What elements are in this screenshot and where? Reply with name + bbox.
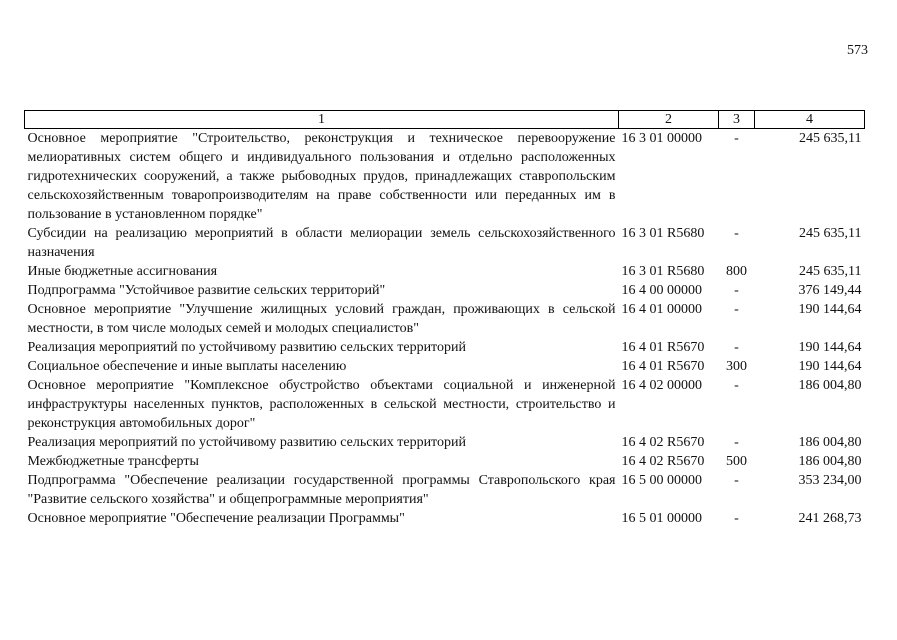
row-expense-type: - bbox=[734, 226, 739, 241]
row-name: Основное мероприятие "Комплексное обустройство объектами социальной и инженерной инфраструктуры населенных пунктов, расположенных в сельской местности, строительство и реконструкция автомобильных дорог" bbox=[27, 378, 616, 431]
row-expense-type: 800 bbox=[726, 264, 747, 279]
row-sum: 353 234,00 bbox=[798, 473, 862, 488]
row-name: Основное мероприятие "Улучшение жилищных условий граждан, проживающих в сельской местности, в том числе молодых семей и молодых специалистов" bbox=[27, 302, 616, 336]
row-name: Подпрограмма "Устойчивое развитие сельских территорий" bbox=[27, 283, 386, 298]
row-expense-type: - bbox=[734, 473, 739, 488]
table-body bbox=[25, 129, 865, 529]
table-row bbox=[25, 224, 865, 262]
header-col-3: 3 bbox=[719, 111, 755, 129]
table-row bbox=[25, 452, 865, 471]
row-sum: 186 004,80 bbox=[798, 378, 862, 393]
row-sum: 190 144,64 bbox=[798, 340, 862, 355]
row-code: 16 4 02 R5670 bbox=[621, 435, 705, 450]
table-row bbox=[25, 357, 865, 376]
row-code: 16 3 01 R5680 bbox=[621, 264, 705, 279]
table-row bbox=[25, 262, 865, 281]
row-expense-type: - bbox=[734, 378, 739, 393]
row-name: Межбюджетные трансферты bbox=[27, 454, 199, 469]
row-sum: 190 144,64 bbox=[798, 302, 862, 317]
row-code: 16 4 02 R5670 bbox=[621, 454, 705, 469]
row-expense-type: - bbox=[734, 340, 739, 355]
row-sum: 376 149,44 bbox=[798, 283, 862, 298]
row-expense-type: 300 bbox=[726, 359, 747, 374]
row-sum: 186 004,80 bbox=[798, 435, 862, 450]
header-col-4: 4 bbox=[755, 111, 865, 129]
row-name: Иные бюджетные ассигнования bbox=[27, 264, 218, 279]
row-name: Социальное обеспечение и иные выплаты населению bbox=[27, 359, 347, 374]
row-expense-type: 500 bbox=[726, 454, 747, 469]
row-code: 16 4 00 00000 bbox=[621, 283, 702, 298]
table-row bbox=[25, 281, 865, 300]
table-header bbox=[25, 111, 865, 129]
row-code: 16 4 01 00000 bbox=[621, 302, 702, 317]
header-col-2: 2 bbox=[619, 111, 719, 129]
table-row bbox=[25, 376, 865, 433]
table-row bbox=[25, 509, 865, 528]
row-name: Подпрограмма "Обеспечение реализации государственной программы Ставропольского края "Развитие сельского хозяйства" и общепрограммные мероприятия" bbox=[27, 473, 616, 507]
row-name: Основное мероприятие "Обеспечение реализации Программы" bbox=[27, 511, 405, 526]
row-code: 16 4 02 00000 bbox=[621, 378, 702, 393]
row-code: 16 3 01 R5680 bbox=[621, 226, 705, 241]
row-sum: 245 635,11 bbox=[799, 131, 862, 146]
row-sum: 190 144,64 bbox=[798, 359, 862, 374]
row-code: 16 3 01 00000 bbox=[621, 131, 702, 146]
row-code: 16 4 01 R5670 bbox=[621, 340, 705, 355]
row-expense-type: - bbox=[734, 302, 739, 317]
row-expense-type: - bbox=[734, 283, 739, 298]
row-name: Субсидии на реализацию мероприятий в области мелиорации земель сельскохозяйственного назначения bbox=[27, 226, 616, 260]
row-expense-type: - bbox=[734, 511, 739, 526]
budget-table bbox=[24, 110, 865, 528]
row-expense-type: - bbox=[734, 131, 739, 146]
row-code: 16 4 01 R5670 bbox=[621, 359, 705, 374]
row-code: 16 5 00 00000 bbox=[621, 473, 702, 488]
row-expense-type: - bbox=[734, 435, 739, 450]
table-row bbox=[25, 129, 865, 225]
row-sum: 245 635,11 bbox=[799, 264, 862, 279]
table-row bbox=[25, 433, 865, 452]
header-col-1: 1 bbox=[25, 111, 619, 129]
row-name: Реализация мероприятий по устойчивому развитию сельских территорий bbox=[27, 435, 466, 450]
row-sum: 245 635,11 bbox=[799, 226, 862, 241]
row-sum: 241 268,73 bbox=[798, 511, 862, 526]
table-row bbox=[25, 471, 865, 509]
row-code: 16 5 01 00000 bbox=[621, 511, 702, 526]
row-sum: 186 004,80 bbox=[798, 454, 862, 469]
page-number: 573 bbox=[847, 43, 868, 58]
table-row bbox=[25, 338, 865, 357]
row-name: Реализация мероприятий по устойчивому развитию сельских территорий bbox=[27, 340, 466, 355]
row-name: Основное мероприятие "Строительство, реконструкция и техническое перевооружение мелиоративных систем общего и индивидуального пользования и отдельно расположенных гидротехнических сооружений, а также рыбоводных прудов, принадлежащих ставропольским сельскохозяйственным товаропроизводителям на праве собственности или переданных им в пользование в установленном порядке" bbox=[27, 131, 616, 222]
table-row bbox=[25, 300, 865, 338]
